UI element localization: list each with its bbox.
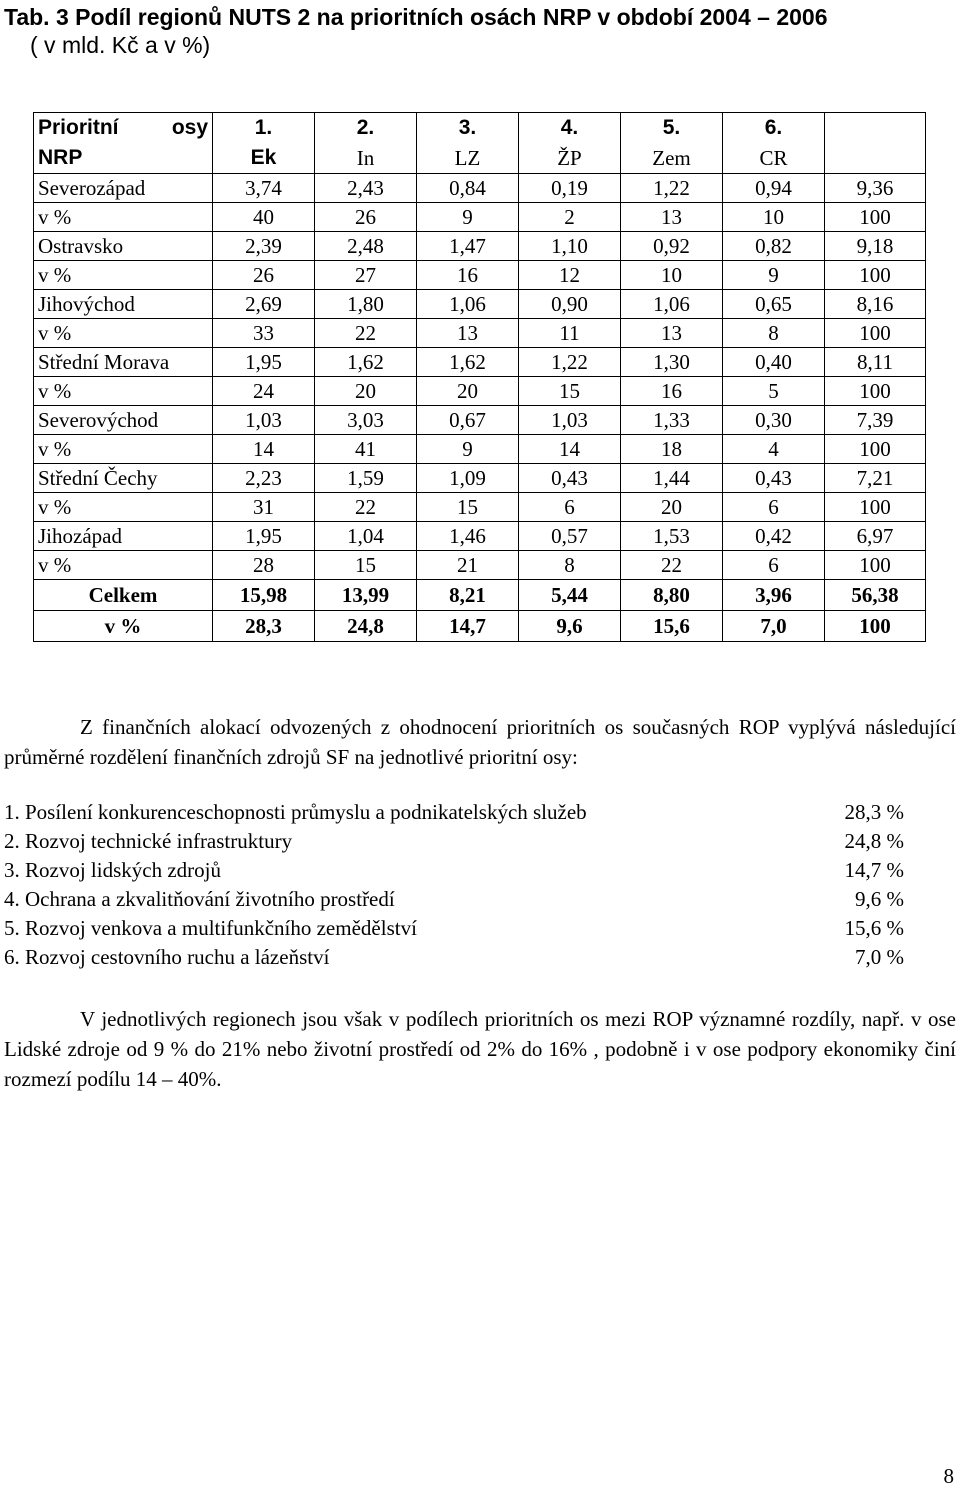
row-label: v % <box>34 435 213 464</box>
table-cell: 8,21 <box>417 580 519 611</box>
table-row <box>34 493 926 522</box>
list-item-value: 14,7 % <box>844 858 904 882</box>
row-total-cell: 9,18 <box>825 232 926 261</box>
row-total-cell: 100 <box>825 203 926 232</box>
list-item-text: 2. Rozvoj technické infrastruktury <box>4 829 293 853</box>
table-cell: 0,65 <box>723 290 825 319</box>
table-cell: 1,10 <box>519 232 621 261</box>
table-cell: 12 <box>519 261 621 290</box>
col-code: In <box>315 143 417 174</box>
table-cell: 1,59 <box>315 464 417 493</box>
table-cell: 5,44 <box>519 580 621 611</box>
table-row <box>34 203 926 232</box>
row-total-cell: 8,16 <box>825 290 926 319</box>
row-total-cell: 7,39 <box>825 406 926 435</box>
table-cell: 2,39 <box>213 232 315 261</box>
table-row <box>34 406 926 435</box>
table-cell: 26 <box>315 203 417 232</box>
row-label: v % <box>34 261 213 290</box>
table-row <box>34 290 926 319</box>
col-number: 5. <box>621 113 723 144</box>
col-number: 2. <box>315 113 417 144</box>
table-cell: 9 <box>723 261 825 290</box>
row-total-cell: 100 <box>825 319 926 348</box>
table-cell: 1,62 <box>417 348 519 377</box>
table-row <box>34 261 926 290</box>
list-item-value: 15,6 % <box>844 916 904 940</box>
table-cell: 24 <box>213 377 315 406</box>
header-corner-top <box>34 113 213 144</box>
table-cell: 1,47 <box>417 232 519 261</box>
table-cell: 16 <box>621 377 723 406</box>
table-cell: 1,62 <box>315 348 417 377</box>
table-cell: 11 <box>519 319 621 348</box>
row-label: Jihovýchod <box>34 290 213 319</box>
col-code: Zem <box>621 143 723 174</box>
table-cell: 14 <box>519 435 621 464</box>
table-cell: 14 <box>213 435 315 464</box>
table-cell: 1,22 <box>519 348 621 377</box>
corner-label-prioritni: Prioritní <box>38 116 119 139</box>
table-row <box>34 551 926 580</box>
table-cell: 3,74 <box>213 174 315 203</box>
table-cell: 27 <box>315 261 417 290</box>
row-total-cell: 100 <box>825 551 926 580</box>
table-cell: 40 <box>213 203 315 232</box>
table-cell: 1,30 <box>621 348 723 377</box>
row-total-cell: 100 <box>825 435 926 464</box>
table-cell: 8 <box>519 551 621 580</box>
table-cell: 13 <box>621 203 723 232</box>
table-cell: 0,57 <box>519 522 621 551</box>
corner-label-nrp: NRP <box>34 143 213 174</box>
table-row <box>34 464 926 493</box>
list-item <box>4 827 904 856</box>
col-code: LZ <box>417 143 519 174</box>
row-total-cell: 8,11 <box>825 348 926 377</box>
table-title: Tab. 3 Podíl regionů NUTS 2 na prioritních osách NRP v období 2004 – 2006 <box>4 4 828 30</box>
table-cell: 13 <box>417 319 519 348</box>
table-cell: 8 <box>723 319 825 348</box>
col-number: 1. <box>213 113 315 144</box>
table-cell: 9,6 <box>519 611 621 642</box>
table-subtitle: ( v mld. Kč a v %) <box>30 32 211 58</box>
table-cell: 2,69 <box>213 290 315 319</box>
table-row <box>34 377 926 406</box>
table-row <box>34 232 926 261</box>
row-label: Střední Morava <box>34 348 213 377</box>
table-cell: 8,80 <box>621 580 723 611</box>
table-cell: 1,53 <box>621 522 723 551</box>
table-cell: 10 <box>621 261 723 290</box>
table-cell: 1,95 <box>213 522 315 551</box>
table-row <box>34 348 926 377</box>
table-cell: 9 <box>417 203 519 232</box>
list-item-text: 4. Ochrana a zkvalitňování životního prostředí <box>4 887 395 911</box>
list-item-value: 24,8 % <box>844 829 904 853</box>
table-cell: 26 <box>213 261 315 290</box>
table-cell: 20 <box>417 377 519 406</box>
table-cell: 6 <box>519 493 621 522</box>
table-cell: 0,40 <box>723 348 825 377</box>
table-cell: 1,04 <box>315 522 417 551</box>
table-row <box>34 611 926 642</box>
row-label: Severozápad <box>34 174 213 203</box>
row-total-cell: 100 <box>825 261 926 290</box>
paragraph-allocation: Z finančních alokací odvozených z ohodnocení prioritních os současných ROP vyplývá následující průměrné rozdělení finančních zdrojů SF na jednotlivé prioritní osy: <box>4 715 956 769</box>
table-cell: 0,19 <box>519 174 621 203</box>
table-cell: 1,44 <box>621 464 723 493</box>
table-cell: 21 <box>417 551 519 580</box>
row-label: Severovýchod <box>34 406 213 435</box>
list-item <box>4 914 904 943</box>
row-label: v % <box>34 377 213 406</box>
table-cell: 6 <box>723 551 825 580</box>
table-cell: 15 <box>417 493 519 522</box>
list-item <box>4 885 904 914</box>
table-cell: 0,92 <box>621 232 723 261</box>
table-cell: 16 <box>417 261 519 290</box>
corner-label-osy: osy <box>171 116 208 139</box>
row-total-cell: 100 <box>825 611 926 642</box>
table-cell: 18 <box>621 435 723 464</box>
table-cell: 0,30 <box>723 406 825 435</box>
row-total-cell: 9,36 <box>825 174 926 203</box>
list-item-value: 7,0 % <box>855 945 904 969</box>
table-cell: 24,8 <box>315 611 417 642</box>
table-cell: 5 <box>723 377 825 406</box>
table-cell: 28 <box>213 551 315 580</box>
col-number: 3. <box>417 113 519 144</box>
table-cell: 2,43 <box>315 174 417 203</box>
row-total-cell: 100 <box>825 377 926 406</box>
table-row <box>34 319 926 348</box>
table-cell: 22 <box>621 551 723 580</box>
table-cell: 22 <box>315 493 417 522</box>
table-cell: 9 <box>417 435 519 464</box>
row-total-cell: 6,97 <box>825 522 926 551</box>
table-cell: 15,98 <box>213 580 315 611</box>
table-cell: 10 <box>723 203 825 232</box>
table-cell: 7,0 <box>723 611 825 642</box>
table-cell: 33 <box>213 319 315 348</box>
table-cell: 1,95 <box>213 348 315 377</box>
header-row-codes <box>34 143 926 174</box>
table-cell: 1,22 <box>621 174 723 203</box>
row-label: v % <box>34 319 213 348</box>
list-item-text: 3. Rozvoj lidských zdrojů <box>4 858 221 882</box>
table-row <box>34 435 926 464</box>
table-cell: 15,6 <box>621 611 723 642</box>
table-cell: 0,90 <box>519 290 621 319</box>
row-label: Celkem <box>34 580 213 611</box>
table-cell: 2 <box>519 203 621 232</box>
col-total-header-empty <box>825 143 926 174</box>
table-cell: 13 <box>621 319 723 348</box>
list-item <box>4 798 904 827</box>
row-label: v % <box>34 551 213 580</box>
table-cell: 4 <box>723 435 825 464</box>
header-row-numbers <box>34 113 926 144</box>
table-cell: 2,23 <box>213 464 315 493</box>
table-row <box>34 522 926 551</box>
table-cell: 2,48 <box>315 232 417 261</box>
list-item-text: 6. Rozvoj cestovního ruchu a lázeňství <box>4 945 330 969</box>
table-cell: 1,03 <box>213 406 315 435</box>
table-cell: 22 <box>315 319 417 348</box>
col-total-header <box>825 113 926 144</box>
table-cell: 20 <box>621 493 723 522</box>
table-row <box>34 580 926 611</box>
table-cell: 1,09 <box>417 464 519 493</box>
col-code: ŽP <box>519 143 621 174</box>
table-cell: 13,99 <box>315 580 417 611</box>
row-label: v % <box>34 493 213 522</box>
col-number: 4. <box>519 113 621 144</box>
axis-share-list <box>4 798 904 972</box>
table-cell: 0,94 <box>723 174 825 203</box>
table-cell: 20 <box>315 377 417 406</box>
list-item-value: 9,6 % <box>855 887 904 911</box>
priority-axes-table <box>33 112 926 642</box>
table-cell: 1,06 <box>417 290 519 319</box>
table-cell: 3,03 <box>315 406 417 435</box>
list-item-text: 1. Posílení konkurenceschopnosti průmyslu a podnikatelských služeb <box>4 800 587 824</box>
table-cell: 0,42 <box>723 522 825 551</box>
table-cell: 1,33 <box>621 406 723 435</box>
table-cell: 31 <box>213 493 315 522</box>
table-cell: 1,80 <box>315 290 417 319</box>
table-cell: 0,43 <box>723 464 825 493</box>
table-cell: 0,67 <box>417 406 519 435</box>
row-label: v % <box>34 203 213 232</box>
table-cell: 15 <box>315 551 417 580</box>
row-label: v % <box>34 611 213 642</box>
table-cell: 3,96 <box>723 580 825 611</box>
row-label: Ostravsko <box>34 232 213 261</box>
row-total-cell: 100 <box>825 493 926 522</box>
table-cell: 14,7 <box>417 611 519 642</box>
list-item <box>4 856 904 885</box>
table-row <box>34 174 926 203</box>
row-total-cell: 7,21 <box>825 464 926 493</box>
page-number: 8 <box>943 1464 954 1488</box>
list-item-value: 28,3 % <box>844 800 904 824</box>
paragraph-differences: V jednotlivých regionech jsou však v podílech prioritních os mezi ROP významné rozdíly, např. v ose Lidské zdroje od 9 % do 21% nebo životní prostředí od 2% do 16% , podobně i v ose podpory ekonomiky činí rozmezí podílu 14 – 40%. <box>4 1007 956 1091</box>
table-cell: 0,84 <box>417 174 519 203</box>
list-item <box>4 943 904 972</box>
table-cell: 1,03 <box>519 406 621 435</box>
col-code: CR <box>723 143 825 174</box>
col-code: Ek <box>213 143 315 174</box>
row-total-cell: 56,38 <box>825 580 926 611</box>
row-label: Jihozápad <box>34 522 213 551</box>
table-cell: 28,3 <box>213 611 315 642</box>
table-cell: 0,82 <box>723 232 825 261</box>
table-cell: 0,43 <box>519 464 621 493</box>
row-label: Střední Čechy <box>34 464 213 493</box>
table-cell: 1,06 <box>621 290 723 319</box>
table-cell: 1,46 <box>417 522 519 551</box>
table-cell: 15 <box>519 377 621 406</box>
col-number: 6. <box>723 113 825 144</box>
list-item-text: 5. Rozvoj venkova a multifunkčního zemědělství <box>4 916 417 940</box>
table-cell: 41 <box>315 435 417 464</box>
table-cell: 6 <box>723 493 825 522</box>
